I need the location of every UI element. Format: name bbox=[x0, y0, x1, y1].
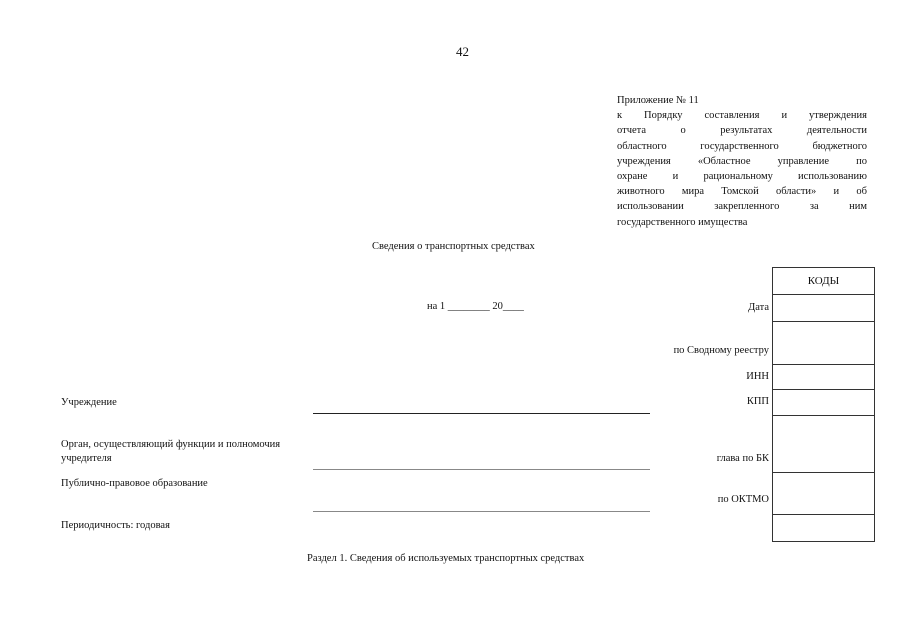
code-cell-registry[interactable] bbox=[773, 321, 874, 364]
appendix-note bbox=[617, 93, 867, 230]
code-label-kpp: КПП bbox=[746, 396, 769, 407]
codes-table bbox=[772, 267, 875, 542]
code-cell-inn[interactable] bbox=[773, 364, 874, 389]
periodicity-label: Периодичность: годовая bbox=[61, 520, 170, 531]
appendix-line: животного мира Томской области» и об bbox=[617, 186, 867, 198]
code-cell-oktmo[interactable] bbox=[773, 472, 874, 514]
appendix-line: охране и рациональному использованию bbox=[617, 171, 867, 183]
founder-input-line[interactable] bbox=[313, 469, 650, 470]
code-label-inn: ИНН bbox=[746, 371, 769, 382]
founder-label-line1: Орган, осуществляющий функции и полномочия bbox=[61, 439, 281, 450]
public-entity-label: Публично-правовое образование bbox=[61, 478, 208, 489]
founder-label-line2: учредителя bbox=[61, 453, 112, 464]
code-cell-date[interactable] bbox=[773, 294, 874, 321]
appendix-line: государственного имущества bbox=[617, 216, 748, 228]
institution-input-line[interactable] bbox=[313, 413, 650, 414]
code-label-registry: по Сводному реестру bbox=[673, 345, 769, 356]
appendix-line: учреждения «Областное управление по bbox=[617, 155, 867, 167]
page-number: 42 bbox=[456, 44, 469, 59]
report-date-line: на 1 ________ 20____ bbox=[427, 301, 524, 312]
appendix-line: областного государственного бюджетного bbox=[617, 140, 867, 152]
document-title: Сведения о транспортных средствах bbox=[372, 241, 535, 252]
appendix-line: к Порядку составления и утверждения bbox=[617, 110, 867, 122]
appendix-line: использовании закрепленного за ним bbox=[617, 201, 867, 213]
institution-label: Учреждение bbox=[61, 397, 117, 408]
code-cell-periodicity[interactable] bbox=[773, 514, 874, 541]
codes-header: КОДЫ bbox=[807, 275, 840, 287]
public-entity-input-line[interactable] bbox=[313, 511, 650, 512]
section-title: Раздел 1. Сведения об используемых транспортных средствах bbox=[307, 553, 585, 564]
code-cell-kpp[interactable] bbox=[773, 389, 874, 415]
code-label-oktmo: по ОКТМО bbox=[717, 494, 769, 505]
code-label-date: Дата bbox=[748, 302, 769, 313]
appendix-line: отчета о результатах деятельности bbox=[617, 125, 867, 137]
code-cell-bk-chapter[interactable] bbox=[773, 415, 874, 472]
appendix-line: Приложение № 11 bbox=[617, 95, 699, 106]
code-label-bk-chapter: глава по БК bbox=[716, 453, 769, 464]
